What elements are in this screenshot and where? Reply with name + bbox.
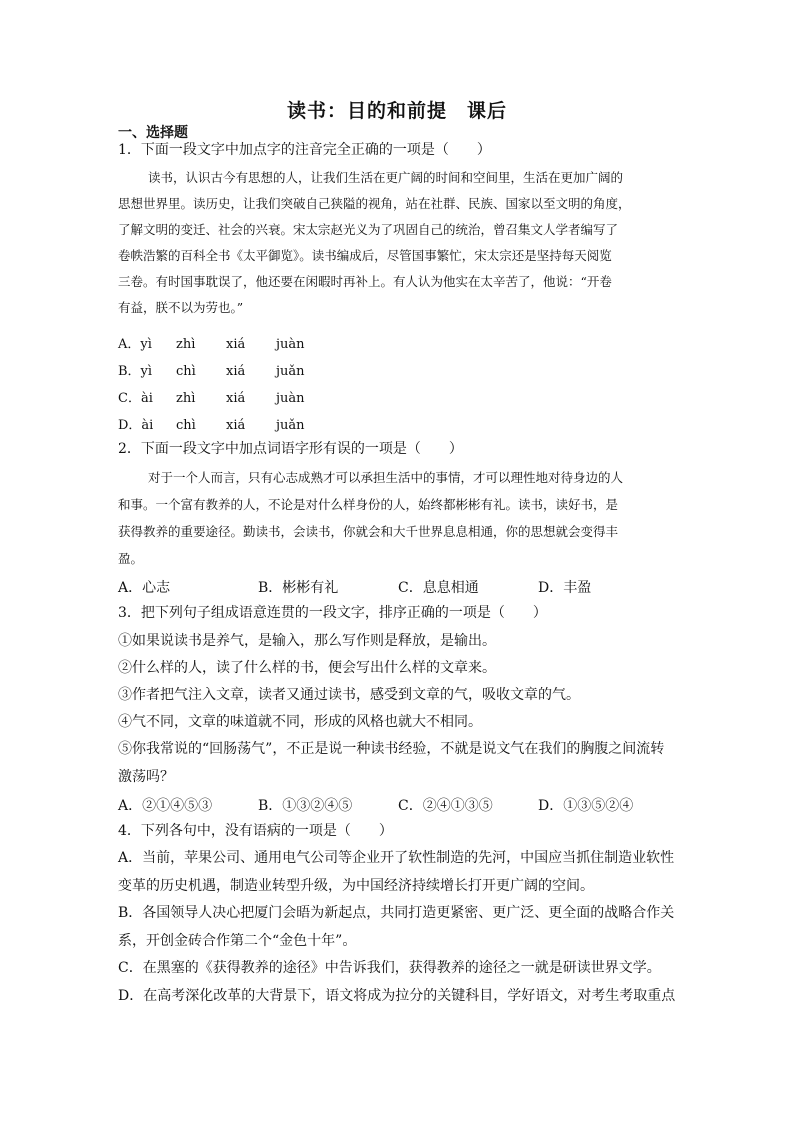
question-2-option-b[interactable]: B．彬彬有礼 xyxy=(258,580,339,596)
page-title: 读书：目的和前提 课后 xyxy=(286,100,507,122)
question-3-sentence: ④气不同，文章的味道就不同，形成的风格也就大不相同。 xyxy=(118,714,482,730)
question-4-option-b[interactable]: B．各国领导人决心把厦门会晤为新起点，共同打造更紧密、更广泛、更全面的战略合作关 xyxy=(118,905,675,921)
section-heading: 一、选择题 xyxy=(118,125,188,141)
question-1-passage-line: 读书，认识古今有思想的人，让我们生活在更广阔的时间和空间里，生活在更加广阔的 xyxy=(148,170,624,185)
question-2-passage-line: 获得教养的重要途径。勤读书，会读书，你就会和大千世界息息相通，你的思想就会变得丰 xyxy=(118,524,619,539)
question-4-option-a[interactable]: A．当前，苹果公司、通用电气公司等企业开了软性制造的先河，中国应当抓住制造业软性 xyxy=(118,850,675,866)
question-1-passage-line: 三卷。有时国事耽误了，他还要在闲暇时再补上。有人认为他实在太辛苦了，他说：“开卷 xyxy=(118,274,612,289)
question-3-option-d[interactable]: D．①③⑤②④ xyxy=(538,798,634,814)
question-2-passage-line: 和事。一个富有教养的人，不论是对什么样身份的人，始终都彬彬有礼。读书，读好书，是 xyxy=(118,497,619,512)
question-4-option-d[interactable]: D．在高考深化改革的大背景下，语文将成为拉分的关键科目，学好语文，对考生考取重点 xyxy=(118,988,676,1004)
question-3-sentence: ③作者把气注入文章，读者又通过读书，感受到文章的气，吸收文章的气。 xyxy=(118,687,580,703)
question-1-option-d[interactable]: D．ài chì xiá juǎn xyxy=(118,418,305,433)
question-1-option-c[interactable]: C．ài zhì xiá juàn xyxy=(118,391,305,406)
question-3-sentence: 激荡吗？ xyxy=(118,769,174,785)
question-3-option-a[interactable]: A．②①④⑤③ xyxy=(118,798,213,814)
question-1-passage-line: 有益，朕不以为劳也。” xyxy=(118,300,244,315)
question-2-passage-line: 对于一个人而言，只有心志成熟才可以承担生活中的事情，才可以理性地对待身边的人 xyxy=(148,470,624,485)
question-1-option-a[interactable]: A．yì zhì xiá juàn xyxy=(118,337,305,352)
question-1-passage-line: 了解文明的变迁、社会的兴衰。宋太宗赵光义为了巩固自己的统治，曾召集文人学者编写了 xyxy=(118,222,619,237)
question-3-sentence: ⑤你我常说的“回肠荡气”，不正是说一种读书经验，不就是说文气在我们的胸腹之间流转 xyxy=(118,741,665,757)
question-3-sentence: ①如果说读书是养气，是输入，那么写作则是释放，是输出。 xyxy=(118,633,496,649)
question-3-option-c[interactable]: C．②④①③⑤ xyxy=(398,798,493,814)
question-2-option-c[interactable]: C．息息相通 xyxy=(398,580,479,596)
question-2-options xyxy=(118,577,678,597)
question-1-option-b[interactable]: B．yì chì xiá juǎn xyxy=(118,364,305,379)
question-4-stem: 4．下列各句中，没有语病的一项是（ ） xyxy=(118,823,393,839)
question-1-passage-line: 卷帙浩繁的百科全书《太平御览》。读书编成后，尽管国事繁忙，宋太宗还是坚持每天阅览 xyxy=(118,248,612,263)
question-3-stem: 3．把下列句子组成语意连贯的一段文字，排序正确的一项是（ ） xyxy=(118,605,547,621)
question-2-passage-line: 盈。 xyxy=(118,551,144,566)
question-1-stem: 1．下面一段文字中加点字的注音完全正确的一项是（ ） xyxy=(118,142,491,158)
question-3-option-b[interactable]: B．①③②④⑤ xyxy=(258,798,353,814)
question-2-option-d[interactable]: D．丰盈 xyxy=(538,580,592,596)
question-3-sentence: ②什么样的人，读了什么样的书，便会写出什么样的文章来。 xyxy=(118,660,496,676)
question-4-option-a-cont: 变革的历史机遇，制造业转型升级，为中国经济持续增长打开更广阔的空间。 xyxy=(118,878,594,894)
question-4-option-b-cont: 系，开创金砖合作第二个“金色十年”。 xyxy=(118,933,357,949)
question-3-options xyxy=(118,795,678,815)
question-4-option-c[interactable]: C．在黑塞的《获得教养的途径》中告诉我们，获得教养的途径之一就是研读世界文学。 xyxy=(118,960,661,976)
question-2-stem: 2．下面一段文字中加点词语字形有误的一项是（ ） xyxy=(118,441,463,457)
question-1-passage-line: 思想世界里。读历史，让我们突破自己狭隘的视角，站在社群、民族、国家以至文明的角度， xyxy=(118,196,631,211)
question-2-option-a[interactable]: A．心志 xyxy=(118,580,171,596)
